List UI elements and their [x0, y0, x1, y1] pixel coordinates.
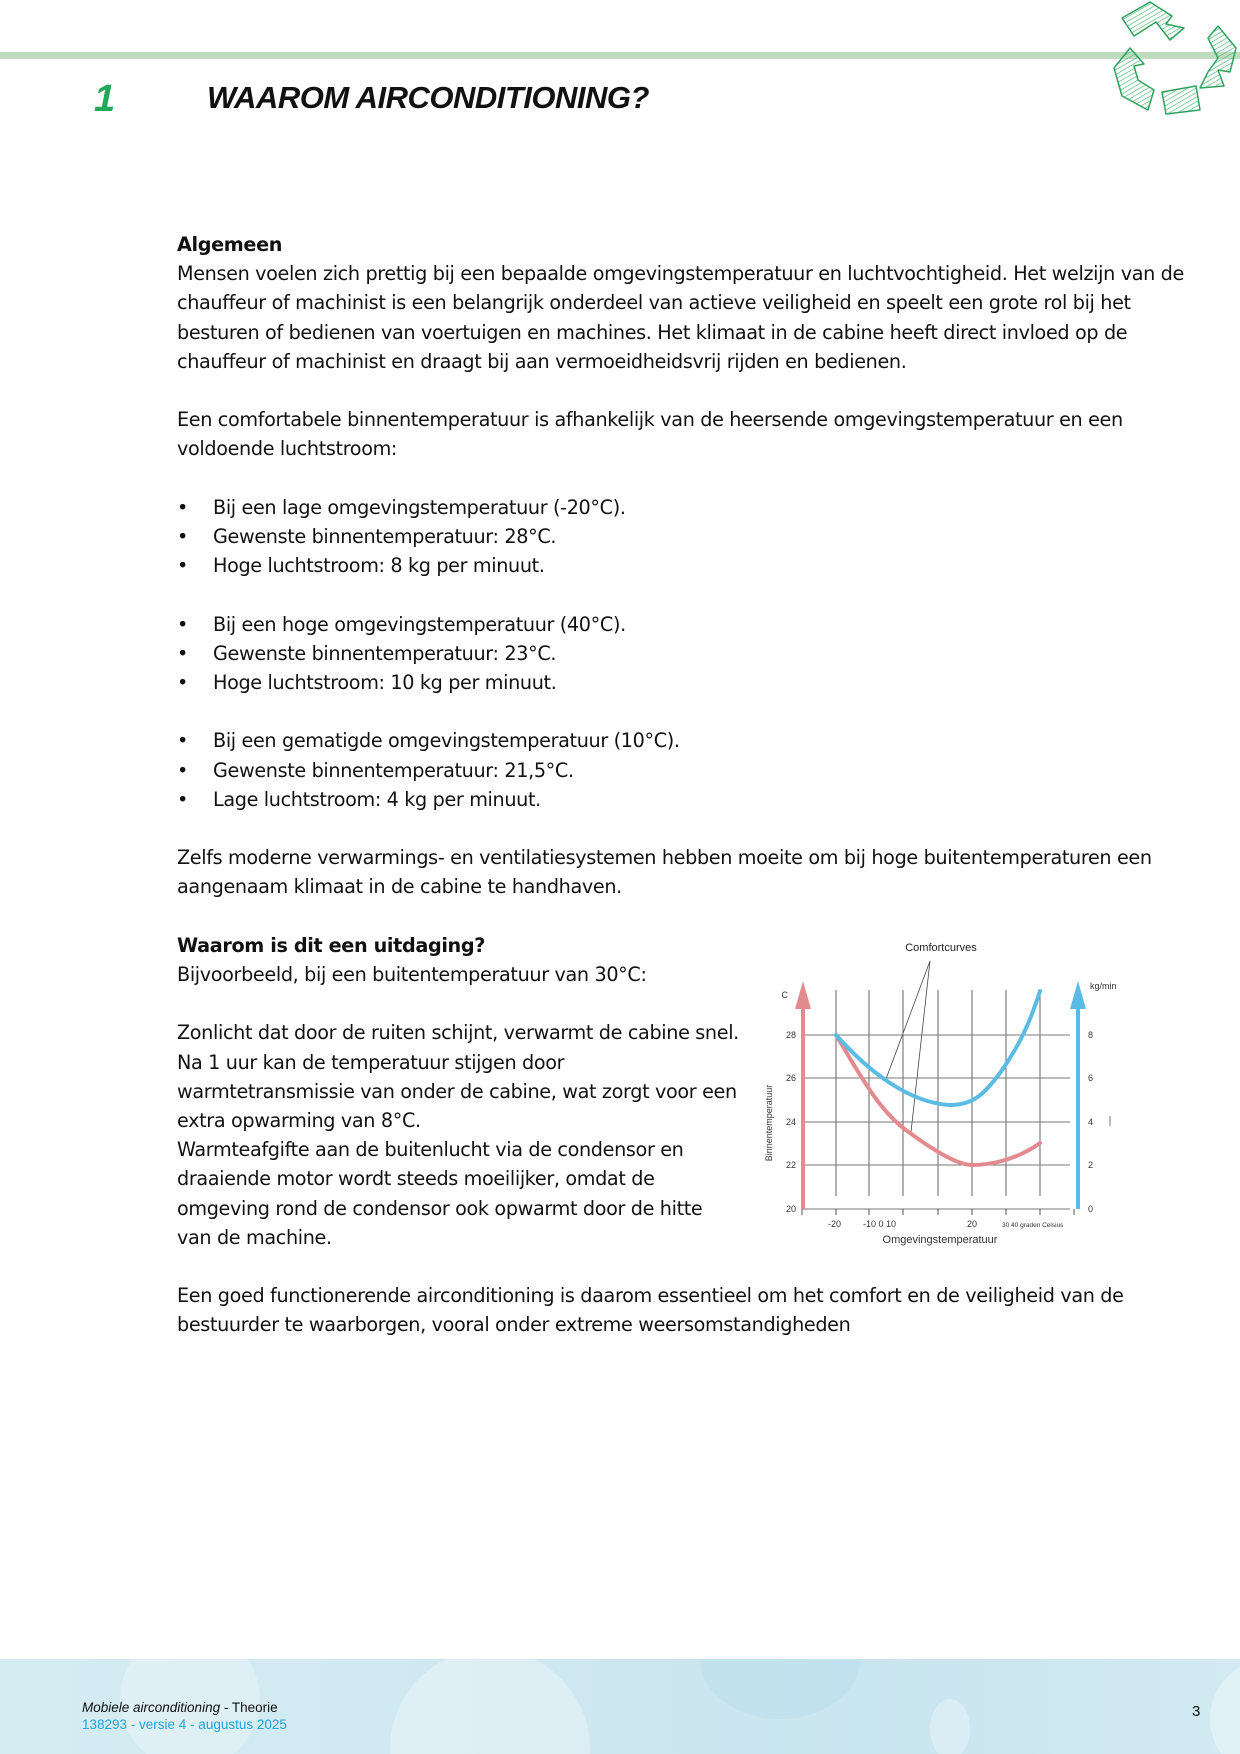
list-item: • Hoge luchtstroom: 10 kg per minuut.	[177, 668, 1187, 697]
x-tick: 20	[967, 1219, 978, 1229]
comfort-curves-chart	[760, 933, 1140, 1248]
chapter-number: 1	[94, 78, 115, 120]
x-tick: 30 40 graden Celsius	[1002, 1222, 1064, 1229]
y-tick: 28	[785, 1030, 796, 1040]
footer-title	[82, 1700, 278, 1715]
bullet-list-moderate-temp	[177, 726, 1187, 814]
paragraph-systems: Zelfs moderne verwarmings- en ventilatiesystemen hebben moeite om bij hoge buitentemperaturen een aangenaam klimaat in de cabine te handhaven.	[177, 846, 1152, 899]
footer-title-rest: - Theorie	[220, 1700, 278, 1715]
section-heading-general: Algemeen	[177, 233, 283, 256]
paragraph-example: Bijvoorbeeld, bij een buitentemperatuur van 30°C:	[177, 962, 647, 986]
y2-tick: 6	[1088, 1073, 1094, 1083]
x-axis-label: Omgevingstemperatuur	[882, 1234, 998, 1246]
footer-version: 138293 - versie 4 - augustus 2025	[82, 1717, 287, 1732]
y2-tick: 0	[1088, 1204, 1094, 1214]
paragraph-wellbeing: Mensen voelen zich prettig bij een bepaalde omgevingstemperatuur en luchtvochtigheid. Het welzijn van de chauffeur of machinist is een belangrijk onderdeel van actieve veiligheid en speelt een grote rol bij het besturen of bedienen van voertuigen en machines. Het klimaat in de cabine heeft direct invloed op de chauffeur of machinist en draagt bij aan vermoeidheidsvrij rijden en bedienen.	[177, 262, 1184, 373]
y2-tick: 4	[1088, 1117, 1094, 1127]
left-unit-label: C	[781, 990, 788, 1000]
paragraph-sunlight: Zonlicht dat door de ruiten schijnt, verwarmt de cabine snel.	[177, 1021, 739, 1045]
x-tick: -10 0 10	[863, 1219, 897, 1229]
list-item: • Bij een gematigde omgevingstemperatuur (10°C).	[177, 726, 1187, 755]
list-item: • Bij een hoge omgevingstemperatuur (40°C).	[177, 610, 1187, 639]
bullet-list-low-temp	[177, 493, 1187, 581]
paragraph-comfort: Een comfortabele binnentemperatuur is afhankelijk van de heersende omgevingstemperatuur en een voldoende luchtstroom:	[177, 408, 1123, 461]
list-item: • Gewenste binnentemperatuur: 28°C.	[177, 522, 1187, 551]
right-unit-label: kg/min	[1090, 981, 1117, 991]
paragraph-condensor: Warmteafgifte aan de buitenlucht via de condensor en draaiende motor wordt steeds moeilijker, omdat de omgeving rond de condensor ook opwarmt door de hitte van de machine.	[177, 1138, 703, 1249]
y2-tick: 8	[1088, 1030, 1094, 1040]
x-tick: -20	[828, 1219, 842, 1229]
y-tick: 24	[785, 1117, 796, 1127]
y-tick: 20	[785, 1204, 796, 1214]
chart-title: Comfortcurves	[905, 942, 977, 954]
y-axis-label: Binnentemperatuur	[764, 1084, 774, 1162]
list-item: • Gewenste binnentemperatuur: 21,5°C.	[177, 756, 1187, 785]
footer-title-italic: Mobiele airconditioning	[82, 1700, 221, 1715]
chapter-title: WAAROM AIRCONDITIONING?	[207, 80, 649, 115]
paragraph-conclusion: Een goed functionerende airconditioning is daarom essentieel om het comfort en de veiligheid van de bestuurder te waarborgen, vooral onder extreme weersomstandigheden	[177, 1284, 1124, 1337]
recycle-arrows-icon	[1100, 0, 1240, 118]
paragraph-heat-transmission: Na 1 uur kan de temperatuur stijgen door warmtetransmissie van onder de cabine, wat zorgt voor een extra opwarming van 8°C.	[177, 1050, 737, 1132]
list-item: • Bij een lage omgevingstemperatuur (-20°C).	[177, 493, 1187, 522]
y-tick: 22	[785, 1160, 796, 1170]
header-rule	[0, 52, 1240, 59]
section-heading-challenge: Waarom is dit een uitdaging?	[177, 933, 486, 957]
list-item: • Lage luchtstroom: 4 kg per minuut.	[177, 785, 1187, 814]
page-number: 3	[1192, 1703, 1201, 1720]
y-tick: 26	[785, 1073, 796, 1083]
list-item: • Hoge luchtstroom: 8 kg per minuut.	[177, 551, 1187, 580]
list-item: • Gewenste binnentemperatuur: 23°C.	[177, 639, 1187, 668]
bullet-list-high-temp	[177, 610, 1187, 698]
y2-tick: 2	[1088, 1160, 1094, 1170]
